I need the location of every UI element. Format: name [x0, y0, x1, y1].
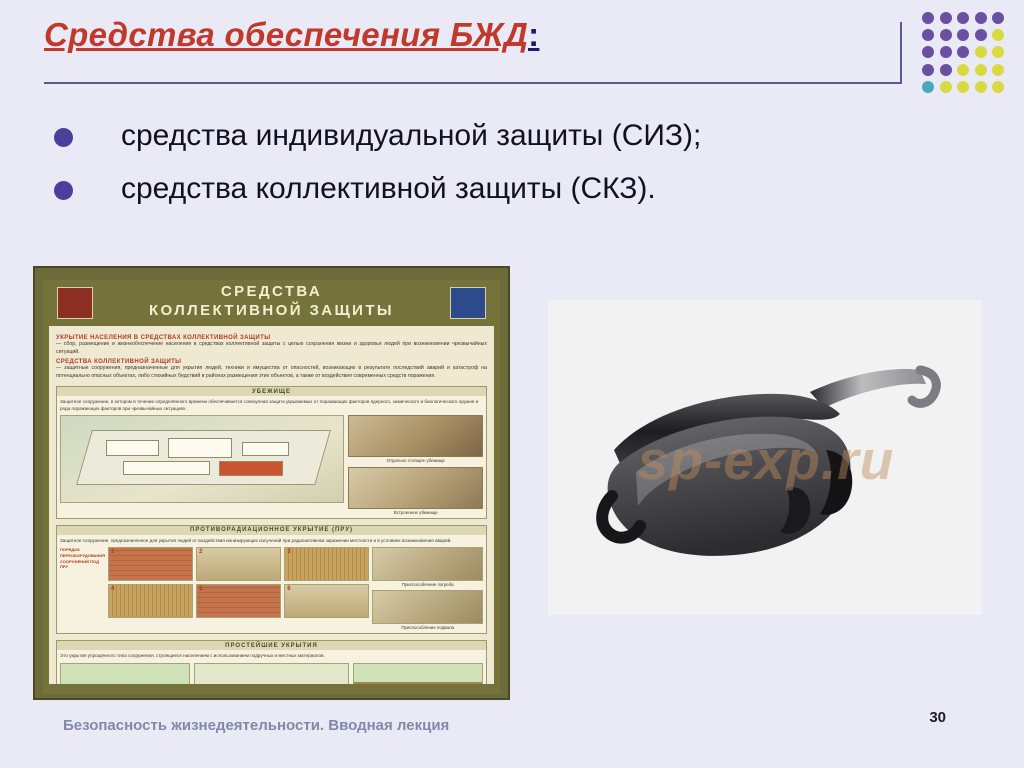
dot	[975, 64, 987, 76]
shelter-plan-room	[123, 461, 210, 475]
poster-section-text: Защитное сооружение, в котором в течение определённого времени обеспечивается совокупная защита укрываемых от поражающих факторов ядерного, химического и биологического оружия и ряда поражающих факторов при чрезвычайных ситуациях.	[60, 399, 479, 411]
dot	[992, 46, 1004, 58]
slide-number: 30	[929, 709, 946, 726]
photo-thumb	[372, 547, 483, 581]
bullet-text: средства коллективной защиты (СКЗ).	[121, 172, 656, 205]
pru-cell	[284, 584, 369, 618]
pru-cell	[196, 547, 281, 581]
dot	[957, 64, 969, 76]
shelter-photo-column	[348, 415, 483, 515]
pru-left-label: ПОРЯДОК ПЕРЕОБОРУДОВАНИЯ СООРУЖЕНИЙ ПОД ПРУ	[60, 547, 106, 570]
dot	[975, 46, 987, 58]
shelter-plan-figure	[60, 415, 344, 503]
photo-watermark: sp-exp.ru	[637, 429, 895, 491]
pru-cell-number: 5	[199, 586, 203, 593]
poster-heading-1: УКРЫТИЕ НАСЕЛЕНИЯ В СРЕДСТВАХ КОЛЛЕКТИВНОЙ ЗАЩИТЫ	[56, 335, 271, 341]
dot	[922, 29, 934, 41]
figure-caption: Приспособление подвала	[401, 625, 454, 631]
pru-cell-number: 4	[111, 586, 115, 593]
poster-section-title: УБЕЖИЩЕ	[57, 387, 486, 396]
poster-section-simple-shelters	[56, 640, 487, 684]
page-title	[44, 16, 904, 54]
figure-image	[194, 663, 350, 684]
bullet-text: средства индивидуальной защиты (СИЗ);	[121, 119, 702, 152]
bullet-dot-icon	[54, 181, 73, 200]
dot	[975, 81, 987, 93]
collective-protection-poster-image	[33, 266, 510, 700]
emblem-icon	[450, 287, 486, 319]
pru-cell-number: 3	[287, 549, 291, 556]
poster-body	[49, 326, 494, 684]
dot	[940, 12, 952, 24]
dot	[922, 64, 934, 76]
figure-image	[60, 663, 190, 684]
bullet-list	[54, 116, 954, 222]
title-divider-cap	[900, 22, 902, 84]
bullet-dot-icon	[54, 128, 73, 147]
dot	[957, 12, 969, 24]
pru-photo-column	[372, 547, 483, 630]
poster-title	[149, 283, 394, 321]
shelter-photo-builtin	[348, 467, 483, 515]
pru-cell	[196, 584, 281, 618]
poster-header	[49, 280, 494, 324]
dot	[992, 29, 1004, 41]
pru-cell-number: 2	[199, 549, 203, 556]
pru-photo-cellar	[372, 547, 483, 587]
pru-cell	[108, 584, 193, 618]
pru-cell-column	[196, 547, 281, 630]
dot	[940, 29, 952, 41]
pru-cell-column	[108, 547, 193, 630]
dot	[992, 64, 1004, 76]
pru-cell-number: 6	[287, 586, 291, 593]
poster-paragraph-1: — сбор, размещение и жизнеобеспечение населения в средствах коллективной защиты с целью сохранения жизни и здоровья людей при возникновении чрезвычайных ситуаций.	[56, 341, 487, 355]
pru-cell	[108, 547, 193, 581]
shelter-plan-room	[106, 440, 159, 456]
figure-caption: Отдельно стоящее убежище	[386, 457, 445, 463]
photo-thumb	[372, 590, 483, 624]
shelter-plan-room-highlight	[219, 461, 283, 477]
poster-section-text: Защитное сооружение, предназначенное для укрытия людей от воздействия ионизирующих излучений при радиоактивном заражении местности и в условиях возникновения аварий.	[60, 537, 452, 543]
dot	[940, 46, 952, 58]
emblem-icon	[57, 287, 93, 319]
dot	[922, 81, 934, 93]
photo-thumb	[348, 415, 483, 457]
pru-cell-number: 1	[111, 549, 115, 556]
page-title-colon: :	[528, 16, 540, 53]
page-title-text: Средства обеспечения БЖД	[44, 16, 529, 53]
simple-shelter-figure	[353, 663, 483, 684]
pru-grid	[60, 547, 483, 630]
dot	[957, 29, 969, 41]
figure-image	[353, 663, 483, 684]
poster-title-line2: КОЛЛЕКТИВНОЙ ЗАЩИТЫ	[148, 302, 394, 319]
poster-section-title: ПРОТИВОРАДИАЦИОННОЕ УКРЫТИЕ (ПРУ)	[57, 526, 486, 535]
poster-section-title: ПРОСТЕЙШИЕ УКРЫТИЯ	[57, 641, 486, 650]
simple-shelter-figure-row	[60, 663, 483, 684]
pru-cell	[284, 547, 369, 581]
poster-inner	[43, 280, 500, 694]
poster-section-shelter	[56, 386, 487, 519]
simple-shelter-figure	[194, 663, 350, 684]
dot	[975, 29, 987, 41]
dot	[957, 46, 969, 58]
list-item	[54, 169, 954, 208]
decorative-dot-grid	[922, 12, 1006, 94]
pru-photo-basement	[372, 590, 483, 630]
slide-title-area	[44, 16, 904, 84]
dot	[957, 81, 969, 93]
pru-left-label-column	[60, 547, 105, 630]
list-item	[54, 116, 954, 155]
poster-figure-row	[60, 415, 483, 515]
dot	[940, 81, 952, 93]
dot	[975, 12, 987, 24]
photo-thumb	[348, 467, 483, 509]
dot	[940, 64, 952, 76]
safety-glasses-photo	[548, 300, 982, 615]
simple-shelter-figure	[60, 663, 190, 684]
figure-caption: Приспособление погреба	[401, 582, 454, 588]
poster-title-line1: СРЕДСТВА	[220, 283, 323, 301]
shelter-plan-room	[242, 442, 289, 456]
dot	[992, 81, 1004, 93]
shelter-photo-standalone	[348, 415, 483, 463]
shelter-plan-room	[168, 438, 232, 457]
dot	[922, 46, 934, 58]
title-divider	[44, 82, 902, 84]
figure-caption: Встроенное убежище	[393, 509, 438, 515]
poster-heading-2: СРЕДСТВА КОЛЛЕКТИВНОЙ ЗАЩИТЫ	[56, 359, 182, 366]
poster-section-pru	[56, 525, 487, 634]
poster-paragraph-2: — защитные сооружения, предназначенные для укрытия людей, техники и имущества от опасностей, возникающих в результате последствий аварий и катастроф на потенциально опасных объектах, либо стихийных бедствий в районах размещения этих объектов, а также от воздействия современных средств поражения.	[56, 365, 487, 379]
dot	[922, 12, 934, 24]
poster-section-text: Это укрытия упрощённого типа сооружения, строящиеся населением с использованием подручных и местных материалов.	[60, 653, 325, 659]
footer-caption: Безопасность жизнедеятельности. Вводная лекция	[63, 717, 450, 734]
pru-cell-column	[284, 547, 369, 630]
dot	[992, 12, 1004, 24]
